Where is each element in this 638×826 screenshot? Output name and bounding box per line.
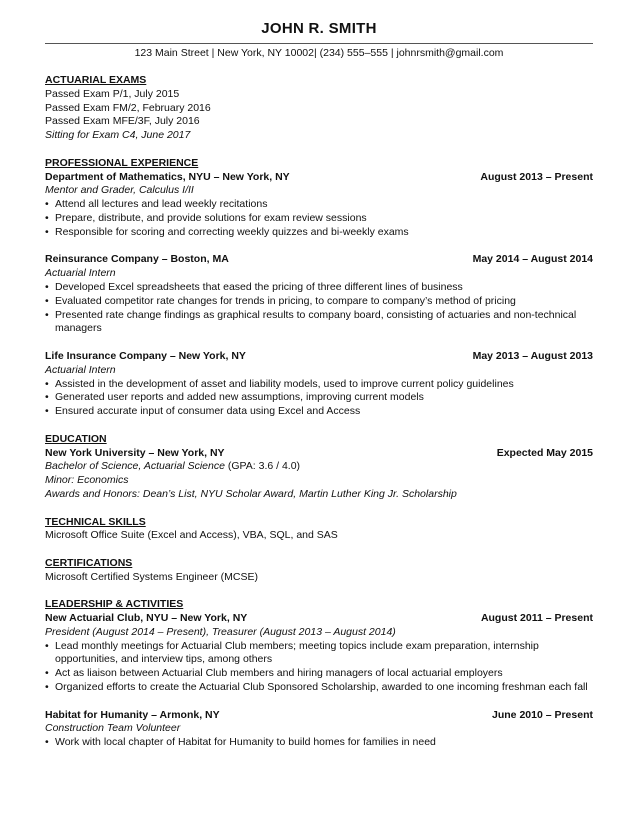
bullet-icon: • bbox=[45, 377, 49, 390]
exam-item: Passed Exam FM/2, February 2016 bbox=[45, 101, 211, 114]
section-heading: CERTIFICATIONS bbox=[45, 556, 133, 569]
bullet-icon: • bbox=[45, 308, 49, 321]
activity-org: Habitat for Humanity – Armonk, NY bbox=[45, 708, 220, 721]
job-dates: May 2013 – August 2013 bbox=[472, 349, 593, 362]
section-heading: EDUCATION bbox=[45, 432, 107, 445]
job-entry bbox=[45, 171, 593, 240]
job-bullet: • Developed Excel spreadsheets that eased the pricing of three different lines of business bbox=[45, 280, 463, 293]
job-bullet: • Ensured accurate input of consumer data using Excel and Access bbox=[45, 405, 361, 418]
section-actuarial-exams bbox=[45, 74, 593, 143]
bullet-icon: • bbox=[45, 391, 49, 404]
job-org: Department of Mathematics, NYU – New York, NY bbox=[45, 170, 290, 183]
job-dates: August 2013 – Present bbox=[480, 170, 593, 183]
activity-dates: June 2010 – Present bbox=[492, 708, 593, 721]
section-education bbox=[45, 433, 593, 502]
job-dates: May 2014 – August 2014 bbox=[472, 253, 593, 266]
job-bullet: • Attend all lectures and lead weekly recitations bbox=[45, 198, 268, 211]
bullet-icon: • bbox=[45, 681, 49, 694]
job-role: Actuarial Intern bbox=[45, 363, 116, 376]
job-bullet: • Generated user reports and added new assumptions, improving current models bbox=[45, 391, 424, 404]
job-entry bbox=[45, 253, 593, 336]
job-bullet: • Responsible for scoring and correcting weekly quizzes and bi-weekly exams bbox=[45, 225, 409, 238]
candidate-name: JOHN R. SMITH bbox=[261, 20, 377, 37]
awards: Awards and Honors: Dean’s List, NYU Scholar Award, Martin Luther King Jr. Scholarship bbox=[45, 487, 457, 500]
certifications-text: Microsoft Certified Systems Engineer (MCSE) bbox=[45, 570, 258, 583]
exam-sitting: Sitting for Exam C4, June 2017 bbox=[45, 129, 191, 142]
resume-body bbox=[45, 74, 593, 750]
bullet-icon: • bbox=[45, 667, 49, 680]
degree-line bbox=[45, 460, 593, 474]
section-professional-experience bbox=[45, 157, 593, 419]
bullet-icon: • bbox=[45, 639, 49, 652]
activity-dates: August 2011 – Present bbox=[480, 612, 593, 625]
bullet-icon: • bbox=[45, 294, 49, 307]
job-org: Life Insurance Company – New York, NY bbox=[45, 349, 246, 362]
exam-item: Passed Exam P/1, July 2015 bbox=[45, 87, 180, 100]
bullet-icon: • bbox=[45, 211, 49, 224]
bullet-icon: • bbox=[45, 225, 49, 238]
section-heading: PROFESSIONAL EXPERIENCE bbox=[45, 156, 199, 169]
job-bullet: • Assisted in the development of asset and liability models, used to improve current policy guidelines bbox=[45, 377, 514, 390]
graduation-date: Expected May 2015 bbox=[496, 446, 593, 459]
activity-entry bbox=[45, 709, 593, 750]
section-heading: TECHNICAL SKILLS bbox=[45, 515, 146, 528]
degree: Bachelor of Science, Actuarial Science bbox=[45, 460, 225, 473]
activity-org: New Actuarial Club, NYU – New York, NY bbox=[45, 612, 248, 625]
activity-role: President (August 2014 – Present), Treasurer (August 2013 – August 2014) bbox=[45, 625, 396, 638]
activity-bullet: • Work with local chapter of Habitat for Humanity to build homes for families in need bbox=[45, 736, 436, 749]
activity-entry bbox=[45, 612, 593, 695]
skills-text: Microsoft Office Suite (Excel and Access), VBA, SQL, and SAS bbox=[45, 529, 338, 542]
contact-line: 123 Main Street | New York, NY 10002| (234) 555–555 | johnrsmith@gmail.com bbox=[134, 47, 504, 59]
activity-role: Construction Team Volunteer bbox=[45, 722, 181, 735]
bullet-icon: • bbox=[45, 280, 49, 293]
bullet-icon: • bbox=[45, 405, 49, 418]
exam-item: Passed Exam MFE/3F, July 2016 bbox=[45, 115, 200, 128]
section-heading: ACTUARIAL EXAMS bbox=[45, 74, 147, 86]
job-entry bbox=[45, 350, 593, 419]
section-certifications bbox=[45, 557, 593, 585]
section-heading: LEADERSHIP & ACTIVITIES bbox=[45, 598, 184, 611]
activity-bullet: • Organized efforts to create the Actuarial Club Sponsored Scholarship, awarded to one incoming freshman each fall bbox=[45, 681, 588, 694]
job-bullet: • Presented rate change findings as graphical results to company board, consisting of actuaries and non-technical managers bbox=[45, 308, 577, 335]
job-role: Mentor and Grader, Calculus I/II bbox=[45, 184, 194, 197]
section-leadership-activities bbox=[45, 598, 593, 750]
header-divider bbox=[45, 43, 593, 44]
section-technical-skills bbox=[45, 516, 593, 544]
job-org: Reinsurance Company – Boston, MA bbox=[45, 253, 229, 266]
bullet-icon: • bbox=[45, 198, 49, 211]
job-bullet: • Evaluated competitor rate changes for trends in pricing, to compare to company’s method of pricing bbox=[45, 294, 516, 307]
school-name: New York University – New York, NY bbox=[45, 446, 225, 459]
minor: Minor: Economics bbox=[45, 474, 129, 487]
bullet-icon: • bbox=[45, 736, 49, 749]
job-bullet: • Prepare, distribute, and provide solutions for exam review sessions bbox=[45, 211, 367, 224]
job-role: Actuarial Intern bbox=[45, 267, 116, 280]
activity-bullet: • Lead monthly meetings for Actuarial Club members; meeting topics include exam preparation, internship opportunities, and interview tips, among others bbox=[45, 639, 539, 666]
activity-bullet: • Act as liaison between Actuarial Club members and hiring managers of local actuarial employers bbox=[45, 667, 503, 680]
gpa: (GPA: 3.6 / 4.0) bbox=[224, 460, 301, 473]
